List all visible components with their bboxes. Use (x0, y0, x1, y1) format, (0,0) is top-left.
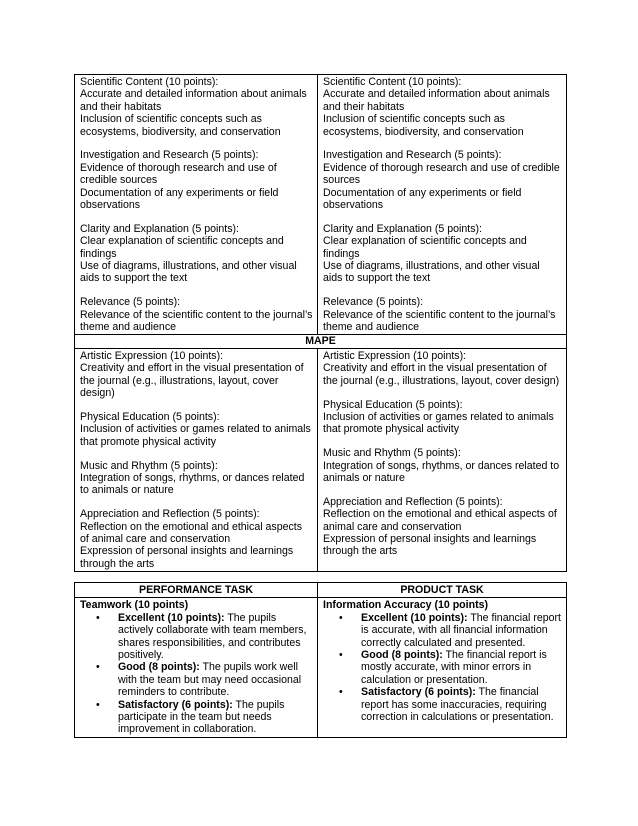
bullet-icon: • (96, 661, 100, 674)
bullet-icon: • (96, 611, 100, 624)
performance-level-item (96, 611, 313, 662)
criterion-title: Artistic Expression (10 points): (80, 349, 224, 362)
criterion-block (323, 296, 562, 333)
criterion-description-line: Documentation of any experiments or field (323, 186, 522, 199)
criterion-title: Investigation and Research (5 points): (80, 149, 259, 162)
criterion-description-line: Accurate and detailed information about animals (80, 88, 307, 101)
bullet-icon: • (339, 611, 343, 624)
performance-level-item (96, 698, 313, 736)
criterion-block (323, 399, 562, 436)
criterion-description-line: observations (323, 199, 384, 212)
criterion-description-line: Use of diagrams, illustrations, and other visual (323, 260, 540, 273)
criterion-title: Appreciation and Reflection (5 points): (323, 495, 503, 508)
performance-levels-list (323, 612, 562, 724)
criterion-description-line: sources (323, 174, 361, 187)
product-task-header: PRODUCT TASK (318, 583, 567, 598)
science-right-cell (318, 75, 567, 335)
criterion-description-line: of animal care and conservation (80, 532, 231, 545)
level-description: The pupils (232, 698, 285, 711)
level-label: Satisfactory (6 points): (118, 698, 233, 711)
criterion-block (80, 460, 313, 497)
criterion-description-line: through the arts (80, 557, 155, 570)
criterion-description-line: through the arts (323, 545, 398, 558)
criterion-description-line: Accurate and detailed information about animals (323, 88, 550, 101)
criterion-block (323, 447, 562, 484)
level-description-line: calculation or presentation. (361, 673, 488, 686)
mape-left-cell (75, 348, 318, 571)
level-label: Good (8 points): (361, 649, 443, 662)
product-task-cell (318, 598, 567, 737)
criterion-title: Artistic Expression (10 points): (323, 349, 467, 362)
criterion-description-line: observations (80, 199, 141, 212)
performance-level-item (339, 611, 562, 649)
performance-task-cell (75, 598, 318, 737)
criterion-description-line: Inclusion of scientific concepts such as (80, 113, 262, 126)
level-description-line: actively collaborate with team members, (118, 624, 307, 637)
level-description: The pupils (224, 611, 277, 624)
bullet-icon: • (339, 649, 343, 662)
criterion-description-line: Reflection on the emotional and ethical aspects (80, 520, 303, 533)
criterion-title: Scientific Content (10 points): (323, 76, 462, 88)
criterion-description-line: the journal (e.g., illustrations, layout, cover design) (323, 374, 560, 387)
bullet-icon: • (339, 686, 343, 699)
mape-band-row (75, 335, 567, 348)
level-description-line: with the team but may need occasional (118, 673, 302, 686)
level-first-line (118, 699, 313, 711)
criterion-description-line: Creativity and effort in the visual presentation of (80, 362, 304, 375)
level-first-line (361, 686, 562, 698)
task-body-row (75, 598, 567, 737)
criterion-description-line: Expression of personal insights and learnings (323, 532, 537, 545)
level-first-line (361, 612, 562, 624)
criterion-title: Music and Rhythm (5 points): (80, 459, 218, 472)
criterion-description-line: Inclusion of activities or games related to animals (323, 410, 554, 423)
level-description-line: mostly accurate, with minor errors in (361, 661, 532, 674)
criterion-description-line: and their habitats (80, 100, 162, 113)
criterion-description-line: Clear explanation of scientific concepts and (80, 235, 284, 248)
level-description-line: shares responsibilities, and contributes (118, 636, 301, 649)
criterion-title: Investigation and Research (5 points): (323, 149, 502, 162)
criterion-block (80, 411, 313, 448)
criterion-description-line: that promote physical activity (323, 423, 460, 436)
criterion-description-line: to animals or nature (80, 484, 174, 497)
criterion-description-line: Documentation of any experiments or field (80, 186, 279, 199)
criterion-description-line: design) (80, 387, 115, 400)
level-description-line: is accurate, with all financial information (361, 624, 548, 637)
performance-level-item (339, 649, 562, 686)
criterion-description-line: Clear explanation of scientific concepts and (323, 235, 527, 248)
criterion-block (323, 223, 562, 285)
criterion-block (323, 149, 562, 211)
task-header-row (75, 583, 567, 598)
criterion-description-line: Integration of songs, rhythms, or dances related to (323, 459, 560, 472)
performance-levels-list (80, 612, 313, 736)
level-description: The financial (475, 686, 539, 699)
mape-right-cell (318, 348, 567, 571)
criterion-description-line: Use of diagrams, illustrations, and other visual (80, 260, 297, 273)
criterion-title: Relevance (5 points): (323, 296, 424, 309)
criterion-title: Physical Education (5 points): (323, 398, 463, 411)
criterion-description-line: Relevance of the scientific content to the journal’s (80, 308, 313, 321)
task-rubric-table (74, 582, 567, 738)
criterion-title: Clarity and Explanation (5 points): (80, 222, 239, 235)
level-label: Excellent (10 points): (361, 611, 468, 624)
criterion-description-line: Reflection on the emotional and ethical aspects of (323, 508, 557, 521)
criterion-description-line: Expression of personal insights and learnings (80, 545, 294, 558)
criterion-description-line: the journal (e.g., illustrations, layout, cover (80, 374, 279, 387)
criterion-block (80, 76, 313, 138)
criterion-description-line: Inclusion of scientific concepts such as (323, 113, 505, 126)
science-mape-rubric-table (74, 74, 567, 572)
criterion-block (80, 296, 313, 333)
criterion-title: Clarity and Explanation (5 points): (323, 222, 482, 235)
criterion-title: Music and Rhythm (5 points): (323, 447, 461, 460)
level-label: Excellent (10 points): (118, 611, 225, 624)
criterion-block (323, 496, 562, 558)
performance-task-header: PERFORMANCE TASK (75, 583, 318, 598)
criterion-description-line: and their habitats (323, 100, 405, 113)
criterion-description-line: theme and audience (80, 321, 177, 334)
level-description: The pupils work well (199, 661, 298, 674)
criterion-title: Appreciation and Reflection (5 points): (80, 508, 260, 521)
criterion-description-line: Evidence of thorough research and use of (80, 161, 277, 174)
task-criterion-title: Information Accuracy (10 points) (323, 599, 489, 612)
task-criterion-title: Teamwork (10 points) (80, 599, 189, 612)
criterion-description-line: animals or nature (323, 471, 405, 484)
level-description-line: correction in calculations or presentation. (361, 711, 554, 724)
criterion-description-line: animal care and conservation (323, 520, 462, 533)
criterion-block (80, 508, 313, 570)
criterion-description-line: ecosystems, biodiversity, and conservation (323, 125, 524, 138)
criterion-description-line: findings (80, 247, 117, 260)
level-description-line: improvement in collaboration. (118, 723, 257, 736)
science-row (75, 75, 567, 335)
criterion-title: Scientific Content (10 points): (80, 76, 219, 88)
level-first-line (361, 649, 562, 661)
performance-level-item (339, 686, 562, 724)
criterion-block (323, 76, 562, 138)
level-description-line: participate in the team but needs (118, 711, 272, 724)
criterion-title: Physical Education (5 points): (80, 410, 220, 423)
level-description-line: positively. (118, 649, 164, 662)
science-left-cell (75, 75, 318, 335)
level-first-line (118, 612, 313, 624)
level-label: Good (8 points): (118, 661, 200, 674)
criterion-block (80, 223, 313, 285)
performance-level-item (96, 661, 313, 699)
criterion-description-line: credible sources (80, 174, 158, 187)
criterion-description-line: Evidence of thorough research and use of credible (323, 161, 560, 174)
criterion-description-line: Inclusion of activities or games related to animals (80, 423, 311, 436)
criterion-description-line: Relevance of the scientific content to the journal’s (323, 308, 556, 321)
level-description-line: report has some inaccuracies, requiring (361, 698, 547, 711)
criterion-description-line: aids to support the text (80, 272, 188, 285)
criterion-description-line: that promote physical activity (80, 435, 217, 448)
criterion-block (80, 350, 313, 400)
criterion-block (323, 350, 562, 387)
criterion-description-line: Integration of songs, rhythms, or dances related (80, 471, 305, 484)
criterion-description-line: aids to support the text (323, 272, 431, 285)
level-description: The financial report (467, 611, 561, 624)
level-description-line: correctly calculated and presented. (361, 636, 526, 649)
criterion-description-line: findings (323, 247, 360, 260)
bullet-icon: • (96, 698, 100, 711)
criterion-description-line: Creativity and effort in the visual presentation of (323, 362, 547, 375)
mape-row (75, 348, 567, 571)
criterion-block (80, 149, 313, 211)
level-description-line: reminders to contribute. (118, 686, 230, 699)
criterion-description-line: ecosystems, biodiversity, and conservation (80, 125, 281, 138)
level-description: The financial report is (442, 649, 547, 662)
criterion-title: Relevance (5 points): (80, 296, 181, 309)
mape-band-label: MAPE (75, 335, 567, 348)
level-label: Satisfactory (6 points): (361, 686, 476, 699)
criterion-description-line: theme and audience (323, 321, 420, 334)
level-first-line (118, 661, 313, 673)
